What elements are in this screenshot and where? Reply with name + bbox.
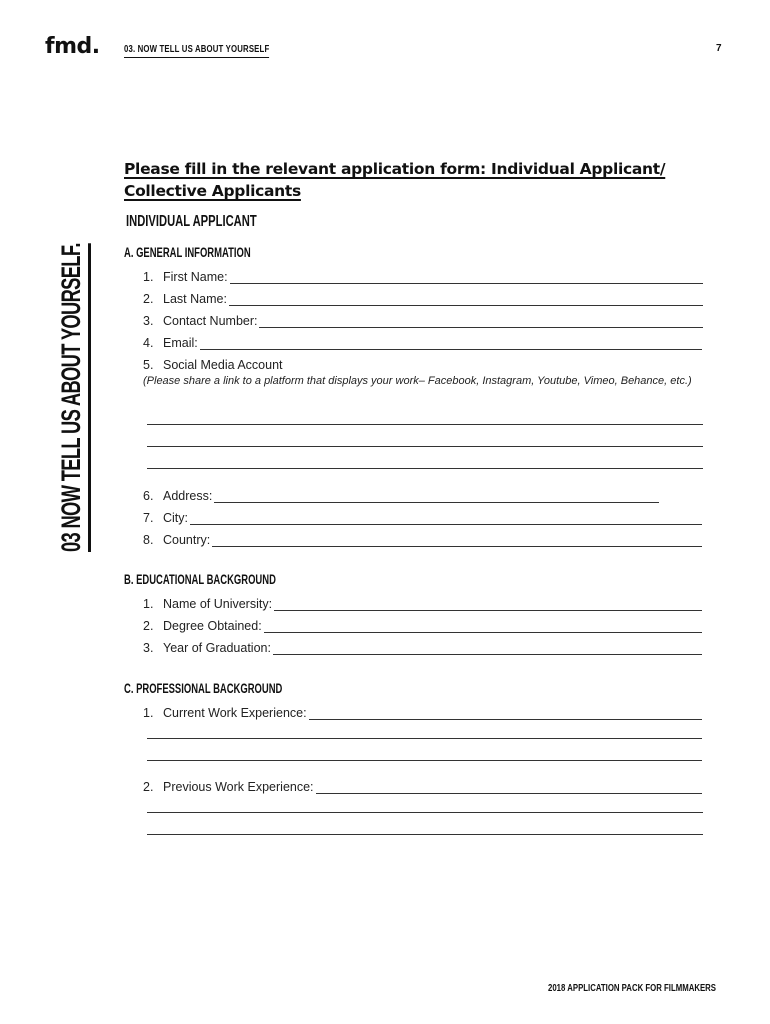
first-name-label: First Name:: [163, 270, 228, 284]
email-label: Email:: [163, 336, 198, 350]
field-number: 2.: [143, 619, 154, 633]
field-number: 1.: [143, 270, 154, 284]
field-number: 2.: [143, 780, 154, 794]
field-number: 8.: [143, 533, 154, 547]
email-field[interactable]: [143, 334, 702, 350]
social-media-label: Social Media Account: [163, 358, 283, 372]
applicant-type-heading: INDIVIDUAL APPLICANT: [126, 213, 257, 230]
university-input-line[interactable]: [274, 599, 702, 611]
contact-number-input-line[interactable]: [259, 316, 703, 328]
social-media-input-line[interactable]: [147, 468, 703, 469]
degree-input-line[interactable]: [264, 621, 702, 633]
city-field[interactable]: [143, 509, 702, 525]
social-media-field: [143, 356, 703, 372]
previous-work-input-line[interactable]: [316, 782, 702, 794]
address-input-line[interactable]: [214, 491, 659, 503]
current-work-input-line[interactable]: [147, 760, 702, 761]
last-name-input-line[interactable]: [229, 294, 703, 306]
country-label: Country:: [163, 533, 211, 547]
section-a-heading: A. GENERAL INFORMATION: [124, 245, 251, 260]
contact-number-field[interactable]: [143, 312, 703, 328]
field-number: 3.: [143, 641, 154, 655]
first-name-input-line[interactable]: [230, 272, 703, 284]
address-field[interactable]: [143, 487, 659, 503]
current-work-label: Current Work Experience:: [163, 706, 307, 720]
current-work-field[interactable]: [143, 704, 702, 720]
previous-work-field[interactable]: [143, 778, 702, 794]
field-number: 5.: [143, 358, 154, 372]
current-work-input-line[interactable]: [309, 708, 702, 720]
social-media-input-line[interactable]: [147, 424, 703, 425]
side-section-title-text: 03 NOW TELL US ABOUT YOURSELF.: [56, 243, 91, 552]
field-number: 4.: [143, 336, 154, 350]
side-section-title: [56, 98, 91, 552]
city-input-line[interactable]: [190, 513, 702, 525]
previous-work-input-line[interactable]: [147, 812, 703, 813]
field-number: 1.: [143, 706, 154, 720]
last-name-label: Last Name:: [163, 292, 227, 306]
social-media-note: (Please share a link to a platform that displays your work– Facebook, Instagram, Youtube, Vimeo, Behance, etc.): [143, 375, 692, 387]
address-label: Address:: [163, 489, 213, 503]
city-label: City:: [163, 511, 188, 525]
field-number: 3.: [143, 314, 154, 328]
previous-work-label: Previous Work Experience:: [163, 780, 314, 794]
page-number: 7: [716, 43, 722, 54]
country-input-line[interactable]: [212, 535, 702, 547]
degree-field[interactable]: [143, 617, 702, 633]
page-footer: 2018 APPLICATION PACK FOR FILMMAKERS: [548, 983, 717, 994]
form-instruction: Please fill in the relevant application form: Individual Applicant/ Collective Applicants: [124, 160, 666, 200]
country-field[interactable]: [143, 531, 702, 547]
field-number: 1.: [143, 597, 154, 611]
fmd-logo: fmd.: [45, 34, 100, 59]
field-number: 7.: [143, 511, 154, 525]
last-name-field[interactable]: [143, 290, 703, 306]
section-c-heading: C. PROFESSIONAL BACKGROUND: [124, 681, 283, 696]
graduation-year-label: Year of Graduation:: [163, 641, 271, 655]
header-section-title: 03. NOW TELL US ABOUT YOURSELF: [124, 44, 269, 58]
current-work-input-line[interactable]: [147, 738, 702, 739]
graduation-year-field[interactable]: [143, 639, 702, 655]
email-input-line[interactable]: [200, 338, 702, 350]
section-b-heading: B. EDUCATIONAL BACKGROUND: [124, 572, 276, 587]
field-number: 2.: [143, 292, 154, 306]
contact-number-label: Contact Number:: [163, 314, 258, 328]
graduation-year-input-line[interactable]: [273, 643, 702, 655]
degree-label: Degree Obtained:: [163, 619, 262, 633]
field-number: 6.: [143, 489, 154, 503]
university-field[interactable]: [143, 595, 702, 611]
social-media-input-line[interactable]: [147, 446, 703, 447]
university-label: Name of University:: [163, 597, 273, 611]
previous-work-input-line[interactable]: [147, 834, 703, 835]
first-name-field[interactable]: [143, 268, 703, 284]
